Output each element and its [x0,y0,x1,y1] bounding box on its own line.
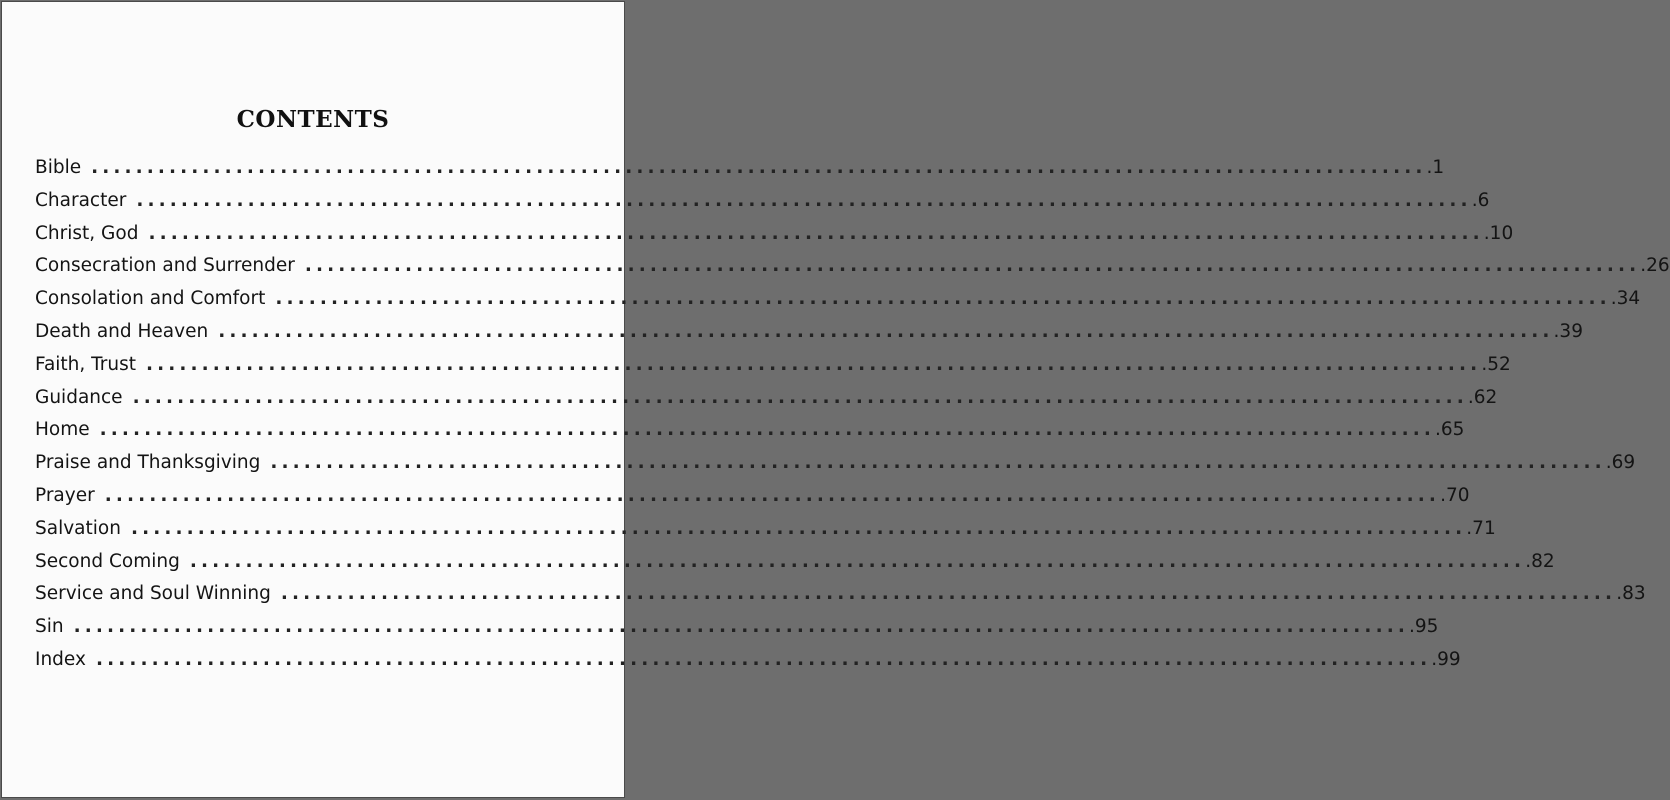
toc-entry-label: Character [35,189,127,211]
toc-entry-page: .6 [1471,189,1490,211]
toc-entry [35,255,1670,288]
toc-entry-label: Salvation [35,517,121,539]
toc-entry-label: Sin [35,616,64,638]
toc-entry-label: Death and Heaven [35,320,209,342]
toc-entry-page: .95 [1408,616,1439,638]
dot-leader: ........................................................................................................................ [275,288,1611,310]
toc-entry-page: .82 [1525,550,1555,572]
toc-entry-page: .83 [1616,583,1646,605]
dot-leader: ........................................................................................................................ [73,616,1409,638]
dot-leader: ........................................................................................................................ [270,452,1606,474]
toc-entry [35,288,1641,321]
dot-leader: ........................................................................................................................ [99,419,1435,441]
toc-entry-page: .26 [1640,255,1670,277]
toc-entry [35,157,1445,190]
toc-entry [35,419,1465,452]
toc-entry-page: .70 [1440,484,1470,506]
dot-leader: ........................................................................................................................ [132,386,1468,408]
toc-entry-label: Consolation and Comfort [35,288,266,310]
page-title: CONTENTS [236,106,390,133]
toc-entry-page: .52 [1481,353,1511,375]
document-page [1,1,1670,798]
dot-leader: ........................................................................................................................ [304,255,1641,277]
dot-leader: ........................................................................................................................ [91,157,1427,178]
toc-entry-label: Consecration and Surrender [35,255,295,277]
toc-entry-label: Index [35,648,86,670]
toc-entry [35,353,1511,387]
dot-leader: ........................................................................................................................ [130,517,1467,539]
dot-leader: ........................................................................................................................ [95,648,1432,670]
toc-entry [35,616,1439,649]
toc-entry [35,189,1490,223]
toc-entry-label: Bible [35,157,82,178]
dot-leader: ........................................................................................................................ [189,550,1526,572]
toc-entry-page: .34 [1610,288,1641,310]
toc-entry [35,517,1496,551]
table-of-contents [35,157,1670,682]
toc-entry [35,452,1636,485]
toc-entry [35,386,1498,420]
toc-entry [35,550,1555,584]
toc-entry-page: .71 [1466,517,1496,539]
toc-entry-page: .69 [1605,452,1636,474]
dot-leader: ........................................................................................................................ [136,189,1472,211]
dot-leader: ........................................................................................................................ [145,353,1482,375]
toc-entry [35,583,1646,616]
toc-entry-label: Christ, God [35,222,139,244]
toc-entry-label: Home [35,419,90,441]
toc-entry-label: Praise and Thanksgiving [35,452,261,474]
dot-leader: ........................................................................................................................ [104,484,1441,506]
dot-leader: ........................................................................................................................ [218,320,1554,342]
toc-entry [35,648,1461,682]
toc-entry-page: .99 [1431,648,1461,670]
toc-entry-page: .62 [1467,386,1498,408]
toc-entry-label: Prayer [35,484,95,506]
toc-entry-label: Faith, Trust [35,353,136,375]
toc-entry-page: .10 [1483,222,1514,244]
toc-entry-label: Service and Soul Winning [35,583,271,605]
toc-entry-page: .65 [1434,419,1465,441]
toc-entry [35,484,1470,518]
dot-leader: ........................................................................................................................ [148,222,1484,244]
dot-leader: ........................................................................................................................ [280,583,1617,605]
toc-entry [35,320,1583,354]
toc-entry-label: Guidance [35,386,123,408]
toc-entry-label: Second Coming [35,550,180,572]
toc-entry [35,222,1514,256]
toc-entry-page: .39 [1553,320,1583,342]
toc-entry-page: .1 [1426,157,1445,178]
